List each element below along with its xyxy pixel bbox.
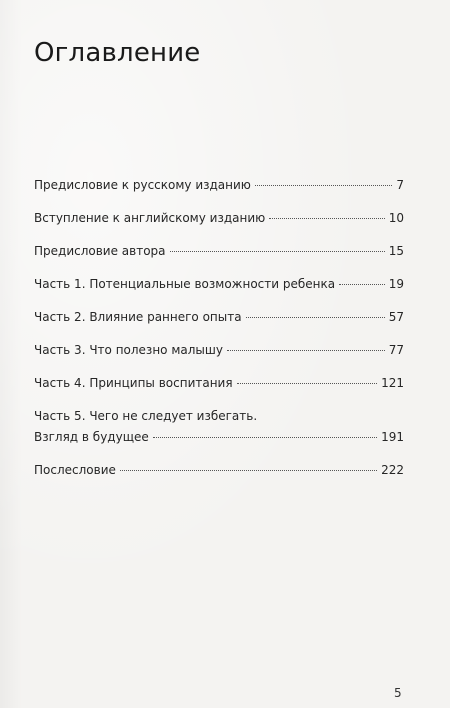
toc-entry-title-continued: Взгляд в будущее <box>34 430 149 444</box>
dot-leader <box>120 470 377 471</box>
toc-entry <box>34 244 404 259</box>
toc-entry-continuation <box>34 430 404 445</box>
dot-leader <box>339 284 385 285</box>
toc-entry-title: Часть 2. Влияние раннего опыта <box>34 310 242 324</box>
toc-entry <box>34 310 404 325</box>
toc-entry-page: 7 <box>396 178 404 192</box>
dot-leader <box>246 317 385 318</box>
toc-heading: Оглавление <box>34 38 201 68</box>
dot-leader <box>227 350 385 351</box>
toc-entry-title: Предисловие автора <box>34 244 166 258</box>
toc-entry-title: Вступление к английскому изданию <box>34 211 266 225</box>
dot-leader <box>153 437 377 438</box>
toc-entry-title: Часть 5. Чего не следует избегать. <box>34 409 258 423</box>
toc-entry <box>34 376 404 391</box>
toc-entry-page: 19 <box>388 277 404 291</box>
toc-entry <box>34 409 404 445</box>
toc-entry-title: Часть 3. Что полезно малышу <box>34 343 223 357</box>
dot-leader <box>255 185 392 186</box>
toc-entry-title: Послесловие <box>34 463 116 477</box>
toc-entry-title: Предисловие к русскому изданию <box>34 178 251 192</box>
toc-entry-page: 77 <box>388 343 404 357</box>
toc-entry-page: 121 <box>381 376 404 390</box>
toc-entry <box>34 277 404 292</box>
toc-entry <box>34 211 404 226</box>
toc-entry-page: 191 <box>381 430 404 444</box>
toc-entry <box>34 343 404 358</box>
page-folio: 5 <box>394 686 402 700</box>
toc-entry-page: 57 <box>388 310 404 324</box>
dot-leader <box>237 383 378 384</box>
toc-entry-page: 222 <box>381 463 404 477</box>
dot-leader <box>170 251 385 252</box>
toc-entry <box>34 178 404 193</box>
toc-entry <box>34 463 404 478</box>
dot-leader <box>269 218 384 219</box>
toc-entry-title: Часть 4. Принципы воспитания <box>34 376 233 390</box>
toc-entry-page: 15 <box>388 244 404 258</box>
toc-entry-page: 10 <box>388 211 404 225</box>
toc-entry-title: Часть 1. Потенциальные возможности ребенка <box>34 277 336 291</box>
table-of-contents <box>34 178 404 496</box>
